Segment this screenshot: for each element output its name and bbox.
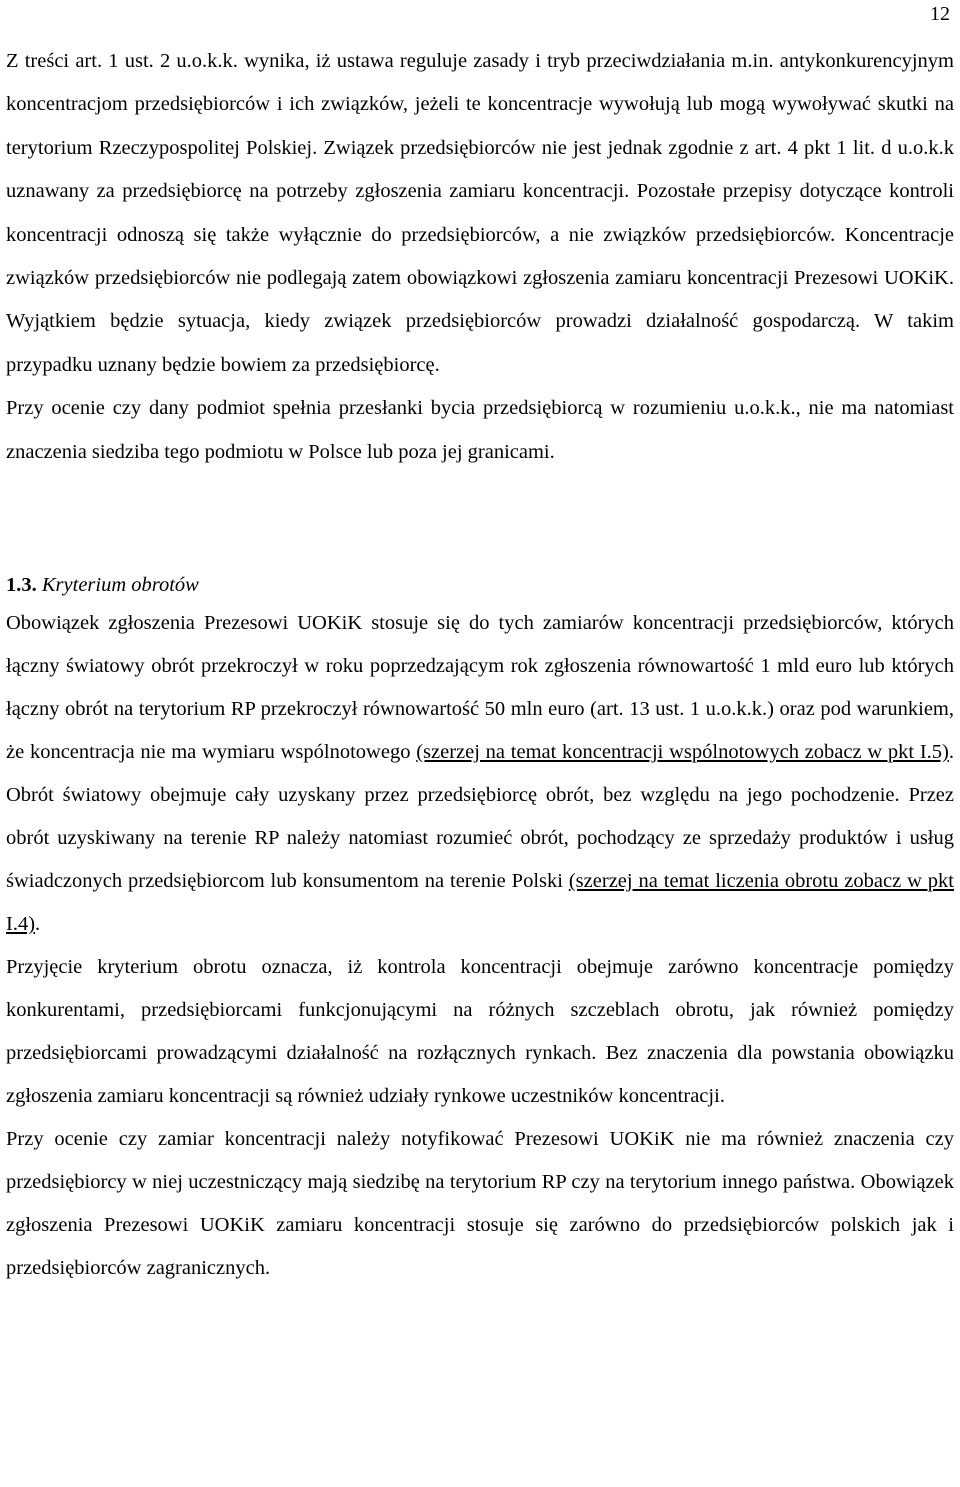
paragraph-text: . Obrót światowy obejmuje cały uzyskany przez przedsiębiorcę obrót, bez względu na jego pochodzenie. Przez obrót uzyskiwany na terenie RP należy natomiast rozumieć obrót, pochodzący ze sprzedaży produktów i usług świadczonych przedsiębiorcom lub konsumentom na terenie Polski [6,741,954,893]
link-turnover-calculation[interactable]: (szerzej na temat liczenia obrotu zobacz w pkt I.4) [6,870,954,936]
section-heading-number: 1.3. [6,574,37,597]
paragraph-criterion-scope: Przyjęcie kryterium obrotu oznacza, iż kontrola koncentracji obejmuje zarówno koncentracje pomiędzy konkurentami, przedsiębiorcami funkcjonującymi na różnych szczeblach obrotu, jak również pomiędzy przedsiębiorcami prowadzącymi działalność na rozłącznych rynkach. Bez znaczenia dla powstania obowiązku zgłoszenia zamiaru koncentracji są również udziały rynkowe uczestników koncentracji. [6,956,954,1108]
document-body [6,40,954,1290]
section-heading [6,568,954,602]
paragraph-text: Obowiązek zgłoszenia Prezesowi UOKiK stosuje się do tych zamiarów koncentracji przedsiębiorców, których łączny światowy obrót przekroczył w roku poprzedzającym rok zgłoszenia równowartość 1 mld euro lub których łączny obrót na terytorium RP przekroczył równowartość 50 mln euro (art. 13 ust. 1 u.o.k.k.) oraz pod warunkiem, że koncentracja nie ma wymiaru wspólnotowego [6,612,954,764]
section-spacer [6,474,954,568]
paragraph-intro: Z treści art. 1 ust. 2 u.o.k.k. wynika, iż ustawa reguluje zasady i tryb przeciwdziałania m.in. antykonkurencyjnym koncentracjom przedsiębiorców i ich związków, jeżeli te koncentracje wywołują lub mogą wywoływać skutki na terytorium Rzeczypospolitej Polskiej. Związek przedsiębiorców nie jest jednak zgodnie z art. 4 pkt 1 lit. d u.o.k.k uznawany za przedsiębiorcę na potrzeby zgłoszenia zamiaru koncentracji. Pozostałe przepisy dotyczące kontroli koncentracji odnoszą się także wyłącznie do przedsiębiorców, a nie związków przedsiębiorców. Koncentracje związków przedsiębiorców nie podlegają zatem obowiązkowi zgłoszenia zamiaru koncentracji Prezesowi UOKiK. Wyjątkiem będzie sytuacja, kiedy związek przedsiębiorców prowadzi działalność gospodarczą. W takim przypadku uznany będzie bowiem za przedsiębiorcę. [6,50,954,376]
paragraph-text: . [35,913,41,936]
paragraph-seat-irrelevance: Przy ocenie czy zamiar koncentracji należy notyfikować Prezesowi UOKiK nie ma również znaczenia czy przedsiębiorcy w niej uczestniczący mają siedzibę na terytorium RP czy na terytorium innego państwa. Obowiązek zgłoszenia Prezesowi UOKiK zamiaru koncentracji stosuje się zarówno do przedsiębiorców polskich jak i przedsiębiorców zagranicznych. [6,1128,954,1280]
paragraph-seat: Przy ocenie czy dany podmiot spełnia przesłanki bycia przedsiębiorcą w rozumieniu u.o.k.k., nie ma natomiast znaczenia siedziba tego podmiotu w Polsce lub poza jej granicami. [6,397,954,463]
page-number: 12 [930,3,950,25]
link-community-concentrations[interactable]: (szerzej na temat koncentracji wspólnotowych zobacz w pkt I.5) [416,741,949,764]
section-heading-title: Kryterium obrotów [41,574,199,597]
paragraph-turnover-criterion [6,602,954,946]
